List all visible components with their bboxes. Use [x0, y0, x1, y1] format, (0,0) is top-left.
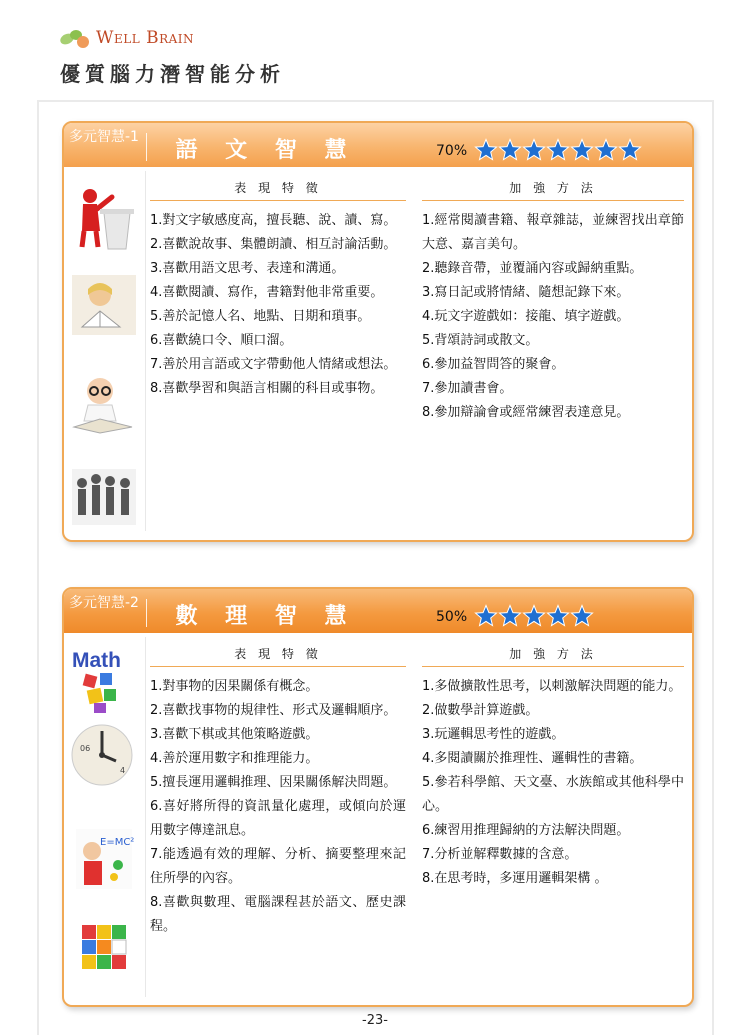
card-tag: 多元智慧-2: [69, 595, 139, 611]
brand-logo: [60, 25, 194, 51]
card-linguistic: [62, 121, 694, 542]
features-list: [150, 675, 406, 939]
list-item: 7.能透過有效的理解、分析、摘要整理來記住所學的內容。: [150, 847, 406, 886]
list-item: 7.分析並解釋數據的含意。: [422, 847, 578, 862]
list-item: 8.參加辯論會或經常練習表達意見。: [422, 405, 630, 420]
percent-label: 70%: [436, 143, 468, 159]
percent-label: 50%: [436, 609, 468, 625]
card-logical-math: [62, 587, 694, 1007]
list-item: 6.參加益智問答的聚會。: [422, 357, 565, 372]
methods-heading: 加 強 方 法: [422, 645, 684, 667]
list-item: 2.聽錄音帶，並覆誦內容或歸納重點。: [422, 261, 643, 276]
methods-heading: 加 強 方 法: [422, 179, 684, 201]
leaf-logo-icon: [60, 28, 90, 48]
card2-illustrations: [70, 645, 140, 1005]
star-icon: [594, 138, 618, 162]
divider: [146, 133, 147, 161]
star-icon: [498, 138, 522, 162]
methods-column: [422, 645, 684, 891]
list-item: 2.喜歡找事物的規律性、形式及邏輯順序。: [150, 703, 397, 718]
clock-icon: [72, 725, 132, 785]
list-item: 4.喜歡閱讀、寫作，書籍對他非常重要。: [150, 285, 384, 300]
star-icon: [522, 604, 546, 628]
card-title: 語 文 智 慧: [175, 138, 357, 163]
methods-list: [422, 675, 684, 891]
list-item: 4.玩文字遊戲如：接龍、填字遊戲。: [422, 309, 630, 324]
list-item: 6.練習用推理歸納的方法解決問題。: [422, 823, 630, 838]
list-item: 5.擅長運用邏輯推理、因果關係解決問題。: [150, 775, 397, 790]
list-item: 3.寫日記或將情緒、隨想記錄下來。: [422, 285, 630, 300]
list-item: 6.喜歡繞口令、順口溜。: [150, 333, 293, 348]
page-number: -23-: [362, 1013, 388, 1028]
list-item: 2.做數學計算遊戲。: [422, 703, 539, 718]
methods-list: [422, 209, 684, 425]
math-blocks-icon: [72, 649, 121, 713]
emc2-label: E=MC²: [100, 837, 135, 848]
star-icon: [546, 604, 570, 628]
star-icon: [570, 138, 594, 162]
rubiks-cube-icon: [82, 925, 126, 969]
list-item: 8.喜歡學習和與語言相關的科目或事物。: [150, 381, 384, 396]
divider: [146, 599, 147, 627]
baby-book-icon: [74, 378, 132, 433]
star-icon: [498, 604, 522, 628]
brand-name: Well Brain: [96, 28, 195, 48]
list-item: 7.參加讀書會。: [422, 381, 513, 396]
child-reading-icon: [72, 275, 136, 335]
column-divider: [145, 171, 146, 531]
child-emc2-icon: [76, 829, 134, 889]
star-icon: [546, 138, 570, 162]
card-tag: 多元智慧-1: [69, 129, 139, 145]
card-header: [64, 123, 692, 167]
star-icon: [522, 138, 546, 162]
star-icon: [570, 604, 594, 628]
list-item: 1.經常閱讀書籍、報章雜誌，並練習找出章節大意、嘉言美句。: [422, 213, 684, 252]
list-item: 6.喜好將所得的資訊量化處理，或傾向於運用數字傳達訊息。: [150, 799, 406, 838]
list-item: 3.喜歡用語文思考、表達和溝通。: [150, 261, 345, 276]
star-icon: [474, 604, 498, 628]
features-list: [150, 209, 406, 401]
list-item: 5.背頌詩詞或散文。: [422, 333, 539, 348]
features-column: [150, 645, 406, 939]
list-item: 1.對文字敏感度高，擅長聽、說、讀、寫。: [150, 213, 397, 228]
list-item: 7.善於用言語或文字帶動他人情緒或想法。: [150, 357, 397, 372]
math-label: Math: [72, 649, 121, 672]
page-title: 優質腦力潛智能分析: [60, 62, 285, 86]
features-column: [150, 179, 406, 401]
list-item: 3.玩邏輯思考性的遊戲。: [422, 727, 565, 742]
list-item: 1.對事物的因果關係有概念。: [150, 679, 319, 694]
star-icon: [618, 138, 642, 162]
svg-text:4: 4: [120, 766, 126, 775]
illustration-column: [70, 179, 140, 542]
svg-text:06: 06: [80, 744, 91, 753]
column-divider: [145, 637, 146, 997]
list-item: 4.多閱讀關於推理性、邏輯性的書籍。: [422, 751, 643, 766]
list-item: 5.參若科學館、天文臺、水族館或其他科學中心。: [422, 775, 684, 814]
star-rating: [474, 138, 642, 162]
list-item: 5.善於記憶人名、地點、日期和瑣事。: [150, 309, 371, 324]
list-item: 8.喜歡與數理、電腦課程甚於語文、歷史課程。: [150, 895, 406, 934]
crowd-figures-icon: [72, 469, 136, 525]
star-icon: [474, 138, 498, 162]
illustration-column: [70, 645, 140, 1007]
features-heading: 表 現 特 徵: [150, 645, 406, 667]
card1-illustrations: [70, 179, 140, 542]
list-item: 2.喜歡說故事、集體朗讀、相互討論活動。: [150, 237, 397, 252]
features-heading: 表 現 特 徵: [150, 179, 406, 201]
list-item: 3.喜歡下棋或其他策略遊戲。: [150, 727, 319, 742]
speaker-podium-icon: [82, 189, 134, 249]
card-title: 數 理 智 慧: [175, 604, 357, 629]
list-item: 8.在思考時，多運用邏輯架構 。: [422, 871, 608, 886]
methods-column: [422, 179, 684, 425]
list-item: 4.善於運用數字和推理能力。: [150, 751, 319, 766]
list-item: 1.多做擴散性思考，以刺激解決問題的能力。: [422, 679, 682, 694]
star-rating: [474, 604, 594, 628]
card-header: [64, 589, 692, 633]
